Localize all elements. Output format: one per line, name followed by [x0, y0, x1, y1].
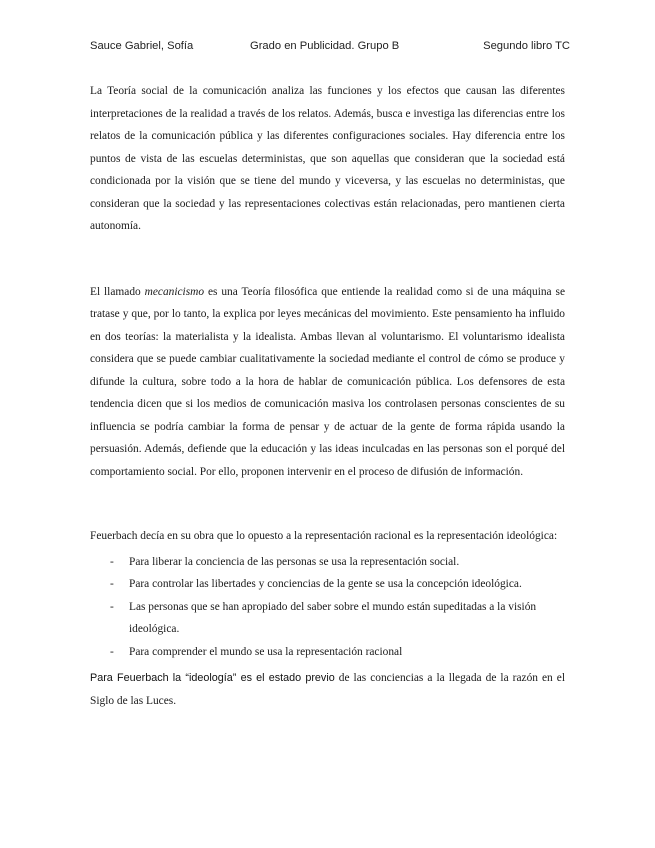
header-book: Segundo libro TC [483, 40, 570, 52]
header-author: Sauce Gabriel, Sofía [90, 40, 194, 52]
paragraph-mecanicismo [90, 281, 565, 484]
paragraph-feuerbach: Feuerbach decía en su obra que lo opuesto a la representación racional es la representación ideológica: [90, 530, 558, 542]
paragraph-closing [90, 667, 565, 712]
closing-rest-text: de las conciencias a la llegada de la razón en el Siglo de las Luces. [90, 672, 565, 707]
paragraph-lead-text: El llamado [90, 285, 145, 298]
paragraph-social-theory: La Teoría social de la comunicación analiza las funciones y los efectos que causan las diferentes interpretaciones de la realidad a través de los relatos. Además, busca e investiga las diferencias entre los relatos de la comunicación pública y las diferentes configuraciones sociales. Hay diferencia entre los puntos de vista de las escuelas deterministas, que son aquellas que consideran que la sociedad está condicionada por la visión que se tiene del mundo y viceversa, y las escuelas no deterministas, que consideran que la sociedad y las representaciones colectivas están relacionadas, pero mantienen cierta autonomía. [90, 85, 565, 232]
list-item [90, 551, 565, 574]
list-item [90, 641, 565, 664]
dash-bullet: - [110, 600, 114, 613]
paragraph-rest-text: es una Teoría filosófica que entiende la realidad como si de una máquina se tratase y que, por lo tanto, la explica por leyes mecánicas del movimiento. Este pensamiento ha influido en dos teorías: la materialista y la idealista. Ambas llevan al voluntarismo. El voluntarismo idealista considera que se puede cambiar cualitativamente la sociedad mediante el control de cómo se produce y difunde la cultura, sobre todo a la hora de hablar de comunicación pública. Los defensores de esta tendencia dicen que si los medios de comunicación masiva los controlasen personas conscientes de su influencia se podría cambiar la forma de pensar y de actuar de la gente de forma rápida usando la persuasión. Además, defiende que la educación y las ideas inculcadas en las personas son el porqué del comportamiento social. Por ello, proponen intervenir en el proceso de difusión de información. [90, 285, 565, 478]
header-course: Grado en Publicidad. Grupo B [250, 40, 400, 52]
list-item-text: Para controlar las libertades y conciencias de la gente se usa la concepción ideológica. [129, 578, 522, 590]
list-item-text: Las personas que se han apropiado del saber sobre el mundo están supeditadas a la visión ideológica. [129, 600, 537, 635]
dash-bullet: - [110, 555, 114, 568]
dash-bullet: - [110, 578, 114, 590]
list-item-text: Para comprender el mundo se usa la representación racional [129, 645, 403, 658]
bullet-list [90, 551, 565, 664]
page-header [90, 40, 570, 56]
closing-highlight-text: Para Feuerbach la “ideología” es el estado previo [90, 672, 335, 684]
list-item [90, 573, 565, 596]
list-item-text: Para liberar la conciencia de las personas se usa la representación social. [129, 555, 460, 568]
dash-bullet: - [110, 645, 114, 658]
italic-term: mecanicismo [144, 285, 205, 298]
document-body [90, 80, 565, 712]
list-item [90, 596, 565, 641]
